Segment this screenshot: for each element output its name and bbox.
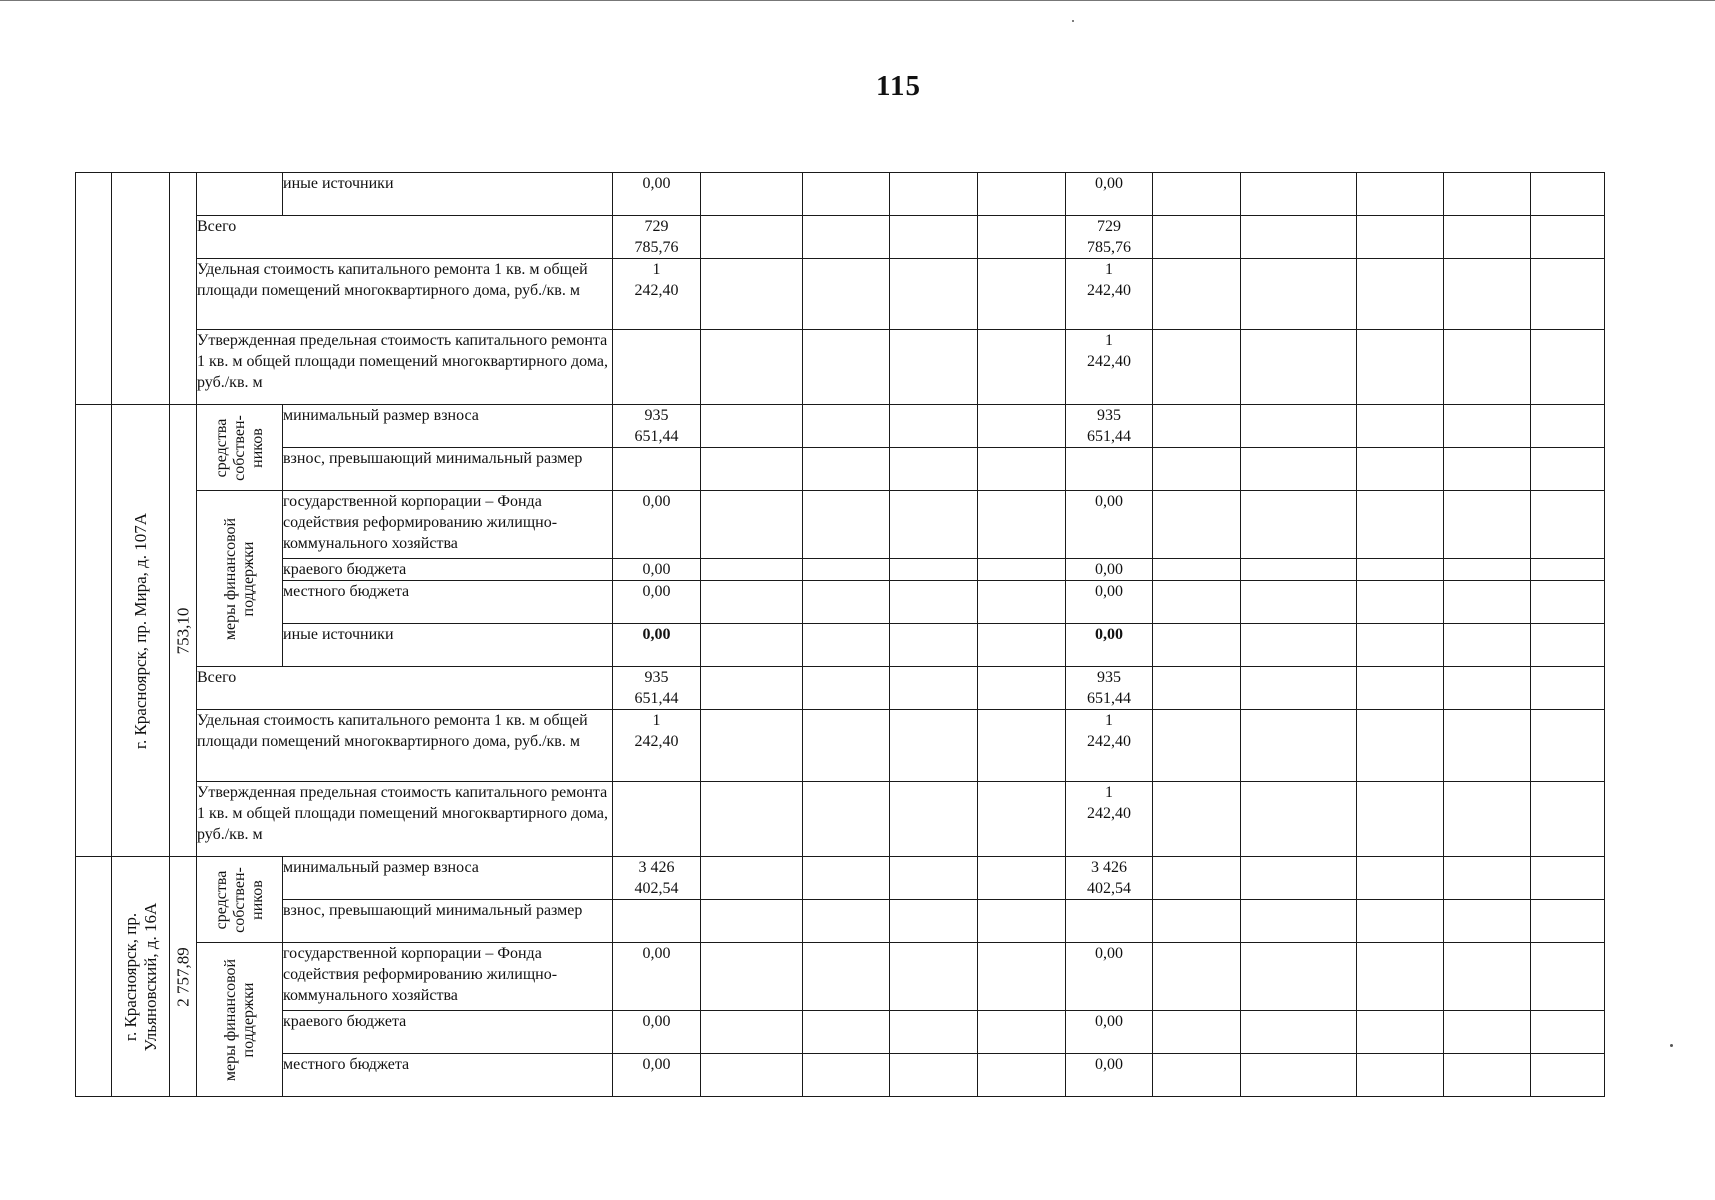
empty-cell <box>1153 1054 1241 1097</box>
table-row <box>76 448 1605 491</box>
empty-cell <box>890 667 978 710</box>
cell-value: 0,00 <box>613 1011 701 1054</box>
empty-cell <box>1153 900 1241 943</box>
empty-cell <box>890 624 978 667</box>
empty-cell <box>978 857 1066 900</box>
empty-cell <box>890 259 978 330</box>
row-label: краевого бюджета <box>283 1011 613 1054</box>
empty-cell <box>978 405 1066 448</box>
empty-cell <box>701 330 803 405</box>
table-row <box>76 330 1605 405</box>
empty-cell <box>76 857 112 1097</box>
empty-cell <box>701 216 803 259</box>
row-label-total: Всего <box>197 667 613 710</box>
table-row <box>76 405 1605 448</box>
cell-value-total: 0,00 <box>1066 624 1153 667</box>
table-row <box>76 216 1605 259</box>
empty-cell <box>1531 330 1605 405</box>
cell-value: 935 651,44 <box>613 667 701 710</box>
empty-cell <box>1153 405 1241 448</box>
empty-cell <box>978 782 1066 857</box>
table-row <box>76 782 1605 857</box>
empty-cell <box>1153 782 1241 857</box>
group-support-cell <box>197 943 283 1097</box>
empty-cell <box>1531 259 1605 330</box>
empty-cell <box>803 1011 890 1054</box>
empty-cell <box>803 857 890 900</box>
cell-value-total: 0,00 <box>1066 1054 1153 1097</box>
empty-cell <box>1153 559 1241 581</box>
empty-cell <box>1153 216 1241 259</box>
empty-cell <box>701 491 803 559</box>
cell-value: 0,00 <box>613 581 701 624</box>
empty-cell <box>1241 1054 1357 1097</box>
empty-cell <box>890 448 978 491</box>
empty-cell <box>1153 1011 1241 1054</box>
empty-cell <box>1153 857 1241 900</box>
cell-value: 0,00 <box>613 624 701 667</box>
row-label: Удельная стоимость капитального ремонта 1 кв. м общей площади помещений многоквартирного дома, руб./кв. м <box>197 710 613 782</box>
empty-cell <box>803 173 890 216</box>
row-label-total: Всего <box>197 216 613 259</box>
empty-cell <box>978 943 1066 1011</box>
empty-cell <box>1241 667 1357 710</box>
empty-cell <box>803 216 890 259</box>
empty-cell <box>1531 710 1605 782</box>
empty-cell <box>1531 943 1605 1011</box>
row-label: местного бюджета <box>283 1054 613 1097</box>
area-text: 753,10 <box>173 607 193 654</box>
group-support-text: меры финансовой поддержки <box>221 517 257 640</box>
empty-cell <box>1444 259 1531 330</box>
group-owners-text: средства собствен- ников <box>212 414 266 481</box>
row-label: краевого бюджета <box>283 559 613 581</box>
empty-cell <box>1444 581 1531 624</box>
empty-cell <box>701 448 803 491</box>
empty-cell <box>701 173 803 216</box>
empty-cell <box>890 581 978 624</box>
empty-cell <box>803 1054 890 1097</box>
empty-cell <box>701 559 803 581</box>
table-row <box>76 259 1605 330</box>
empty-cell <box>1357 943 1444 1011</box>
empty-cell <box>1357 581 1444 624</box>
empty-cell <box>803 405 890 448</box>
cell-value-total: 0,00 <box>1066 559 1153 581</box>
empty-cell <box>890 173 978 216</box>
cell-value-total: 3 426 402,54 <box>1066 857 1153 900</box>
row-label: Утвержденная предельная стоимость капитального ремонта 1 кв. м общей площади помещений многоквартирного дома, руб./кв. м <box>197 330 613 405</box>
empty-cell <box>890 216 978 259</box>
row-label: Удельная стоимость капитального ремонта 1 кв. м общей площади помещений многоквартирного дома, руб./кв. м <box>197 259 613 330</box>
empty-cell <box>978 1011 1066 1054</box>
table-row <box>76 857 1605 900</box>
row-label: взнос, превышающий минимальный размер <box>283 448 613 491</box>
empty-cell <box>803 259 890 330</box>
cell-value: 1 242,40 <box>613 259 701 330</box>
row-label: минимальный размер взноса <box>283 405 613 448</box>
empty-cell <box>1357 173 1444 216</box>
cell-value-total <box>1066 448 1153 491</box>
empty-cell <box>1357 667 1444 710</box>
empty-cell <box>978 581 1066 624</box>
cell-value: 729 785,76 <box>613 216 701 259</box>
empty-cell <box>1153 173 1241 216</box>
empty-cell <box>1357 900 1444 943</box>
row-label: местного бюджета <box>283 581 613 624</box>
empty-cell <box>1153 581 1241 624</box>
empty-cell <box>978 330 1066 405</box>
empty-cell <box>890 491 978 559</box>
cell-value: 0,00 <box>613 1054 701 1097</box>
empty-cell <box>1357 405 1444 448</box>
cell-value <box>613 330 701 405</box>
empty-cell <box>1531 1054 1605 1097</box>
empty-cell <box>1241 782 1357 857</box>
empty-cell <box>890 900 978 943</box>
empty-cell <box>1531 581 1605 624</box>
empty-cell <box>1357 710 1444 782</box>
empty-cell <box>701 710 803 782</box>
empty-cell <box>1357 857 1444 900</box>
empty-cell <box>1444 330 1531 405</box>
empty-cell <box>1444 491 1531 559</box>
empty-cell <box>76 405 112 857</box>
empty-cell <box>701 667 803 710</box>
cell-value-total <box>1066 900 1153 943</box>
table-row <box>76 491 1605 559</box>
empty-cell <box>978 216 1066 259</box>
empty-cell <box>1444 710 1531 782</box>
row-label: государственной корпорации – Фонда содействия реформированию жилищно-коммунального хозяйства <box>283 491 613 559</box>
empty-cell <box>1444 448 1531 491</box>
empty-cell <box>1241 1011 1357 1054</box>
cell-value-total: 1 242,40 <box>1066 782 1153 857</box>
empty-cell <box>1357 448 1444 491</box>
row-label: иные источники <box>283 624 613 667</box>
empty-cell <box>1531 216 1605 259</box>
empty-cell <box>1531 1011 1605 1054</box>
cell-value: 1 242,40 <box>613 710 701 782</box>
empty-cell <box>701 581 803 624</box>
scan-speck <box>1670 1044 1673 1047</box>
cell-value-total: 935 651,44 <box>1066 405 1153 448</box>
empty-cell <box>1444 405 1531 448</box>
empty-cell <box>803 581 890 624</box>
empty-cell <box>1241 216 1357 259</box>
cell-value-total: 1 242,40 <box>1066 259 1153 330</box>
empty-cell <box>890 330 978 405</box>
empty-cell <box>1531 559 1605 581</box>
empty-cell <box>1357 491 1444 559</box>
address-cell <box>112 857 170 1097</box>
empty-cell <box>803 782 890 857</box>
empty-cell <box>890 710 978 782</box>
address-text: г. Красноярск, пр. Мира, д. 107А <box>130 512 150 749</box>
empty-cell <box>803 491 890 559</box>
cell-value: 0,00 <box>613 491 701 559</box>
empty-cell <box>1444 667 1531 710</box>
area-cell <box>170 405 197 857</box>
empty-cell <box>1241 405 1357 448</box>
area-text: 2 757,89 <box>173 946 193 1007</box>
empty-cell <box>803 624 890 667</box>
empty-cell <box>978 710 1066 782</box>
empty-cell <box>1241 491 1357 559</box>
empty-cell <box>1531 857 1605 900</box>
empty-cell <box>803 559 890 581</box>
address-text: г. Красноярск, пр. Ульяновский, д. 16А <box>120 902 160 1051</box>
cell-value-total: 0,00 <box>1066 581 1153 624</box>
scan-speck <box>1072 20 1074 22</box>
empty-cell <box>1531 405 1605 448</box>
empty-cell <box>1241 259 1357 330</box>
group-support-text: меры финансовой поддержки <box>221 958 257 1081</box>
scan-edge <box>0 0 1715 1</box>
row-label: взнос, превышающий минимальный размер <box>283 900 613 943</box>
empty-cell <box>701 1054 803 1097</box>
empty-cell <box>1153 259 1241 330</box>
empty-cell <box>701 782 803 857</box>
empty-cell <box>1241 900 1357 943</box>
empty-cell <box>1357 1054 1444 1097</box>
empty-cell <box>701 624 803 667</box>
empty-cell <box>1153 710 1241 782</box>
group-owners-text: средства собствен- ников <box>212 866 266 933</box>
cell-value-total: 935 651,44 <box>1066 667 1153 710</box>
empty-cell <box>1357 330 1444 405</box>
group-owners-cell <box>197 857 283 943</box>
empty-cell <box>1444 1011 1531 1054</box>
empty-cell <box>1357 1011 1444 1054</box>
cell-value-total: 0,00 <box>1066 1011 1153 1054</box>
empty-cell <box>701 259 803 330</box>
empty-cell <box>1357 782 1444 857</box>
page-number: 115 <box>876 70 921 102</box>
empty-cell <box>803 710 890 782</box>
cell-value: 0,00 <box>613 559 701 581</box>
table-row <box>76 624 1605 667</box>
empty-cell <box>978 900 1066 943</box>
empty-cell <box>1241 581 1357 624</box>
empty-cell <box>701 943 803 1011</box>
empty-cell <box>1444 900 1531 943</box>
empty-cell <box>197 173 283 216</box>
cell-value: 3 426 402,54 <box>613 857 701 900</box>
table-row <box>76 943 1605 1011</box>
empty-cell <box>1444 173 1531 216</box>
cell-value: 935 651,44 <box>613 405 701 448</box>
empty-cell <box>112 173 170 405</box>
empty-cell <box>803 900 890 943</box>
empty-cell <box>701 405 803 448</box>
empty-cell <box>803 448 890 491</box>
empty-cell <box>1241 448 1357 491</box>
table-row <box>76 1011 1605 1054</box>
address-cell <box>112 405 170 857</box>
empty-cell <box>1241 943 1357 1011</box>
repair-cost-table <box>75 172 1605 1097</box>
empty-cell <box>1241 624 1357 667</box>
empty-cell <box>890 1054 978 1097</box>
empty-cell <box>1444 1054 1531 1097</box>
empty-cell <box>1444 559 1531 581</box>
empty-cell <box>1241 330 1357 405</box>
cell-value <box>613 782 701 857</box>
row-label: Утвержденная предельная стоимость капитального ремонта 1 кв. м общей площади помещений многоквартирного дома, руб./кв. м <box>197 782 613 857</box>
table-row <box>76 900 1605 943</box>
empty-cell <box>701 1011 803 1054</box>
empty-cell <box>1153 448 1241 491</box>
row-label: минимальный размер взноса <box>283 857 613 900</box>
row-label: государственной корпорации – Фонда содействия реформированию жилищно-коммунального хозяйства <box>283 943 613 1011</box>
empty-cell <box>1531 491 1605 559</box>
empty-cell <box>1357 216 1444 259</box>
cell-value-total: 729 785,76 <box>1066 216 1153 259</box>
empty-cell <box>1531 900 1605 943</box>
empty-cell <box>1444 943 1531 1011</box>
empty-cell <box>1357 559 1444 581</box>
empty-cell <box>978 667 1066 710</box>
empty-cell <box>890 1011 978 1054</box>
empty-cell <box>1444 782 1531 857</box>
empty-cell <box>803 667 890 710</box>
empty-cell <box>890 559 978 581</box>
cell-value <box>613 448 701 491</box>
empty-cell <box>803 943 890 1011</box>
empty-cell <box>1357 624 1444 667</box>
empty-cell <box>701 900 803 943</box>
empty-cell <box>978 259 1066 330</box>
table-row <box>76 667 1605 710</box>
empty-cell <box>1444 216 1531 259</box>
cell-value-total: 0,00 <box>1066 173 1153 216</box>
empty-cell <box>1531 448 1605 491</box>
empty-cell <box>1241 710 1357 782</box>
empty-cell <box>890 943 978 1011</box>
empty-cell <box>1153 491 1241 559</box>
empty-cell <box>1241 559 1357 581</box>
cell-value-total: 1 242,40 <box>1066 710 1153 782</box>
empty-cell <box>1531 667 1605 710</box>
cell-value <box>613 900 701 943</box>
empty-cell <box>978 173 1066 216</box>
cell-value: 0,00 <box>613 173 701 216</box>
group-owners-cell <box>197 405 283 491</box>
table-row <box>76 173 1605 216</box>
empty-cell <box>1357 259 1444 330</box>
empty-cell <box>1241 173 1357 216</box>
cell-value-total: 0,00 <box>1066 943 1153 1011</box>
empty-cell <box>978 448 1066 491</box>
table-row <box>76 559 1605 581</box>
table-row <box>76 581 1605 624</box>
area-cell <box>170 857 197 1097</box>
cell-value: 0,00 <box>613 943 701 1011</box>
row-label: иные источники <box>283 173 613 216</box>
empty-cell <box>170 173 197 405</box>
empty-cell <box>1531 624 1605 667</box>
empty-cell <box>1153 330 1241 405</box>
cell-value-total: 1 242,40 <box>1066 330 1153 405</box>
empty-cell <box>1153 624 1241 667</box>
empty-cell <box>701 857 803 900</box>
empty-cell <box>978 1054 1066 1097</box>
empty-cell <box>1153 667 1241 710</box>
empty-cell <box>890 857 978 900</box>
empty-cell <box>978 624 1066 667</box>
group-support-cell <box>197 491 283 667</box>
empty-cell <box>1241 857 1357 900</box>
table-row <box>76 1054 1605 1097</box>
empty-cell <box>978 559 1066 581</box>
table-row <box>76 710 1605 782</box>
empty-cell <box>1153 943 1241 1011</box>
empty-cell <box>978 491 1066 559</box>
empty-cell <box>803 330 890 405</box>
empty-cell <box>1444 857 1531 900</box>
cell-value-total: 0,00 <box>1066 491 1153 559</box>
empty-cell <box>890 782 978 857</box>
empty-cell <box>1531 173 1605 216</box>
empty-cell <box>76 173 112 405</box>
empty-cell <box>890 405 978 448</box>
empty-cell <box>1444 624 1531 667</box>
empty-cell <box>1531 782 1605 857</box>
